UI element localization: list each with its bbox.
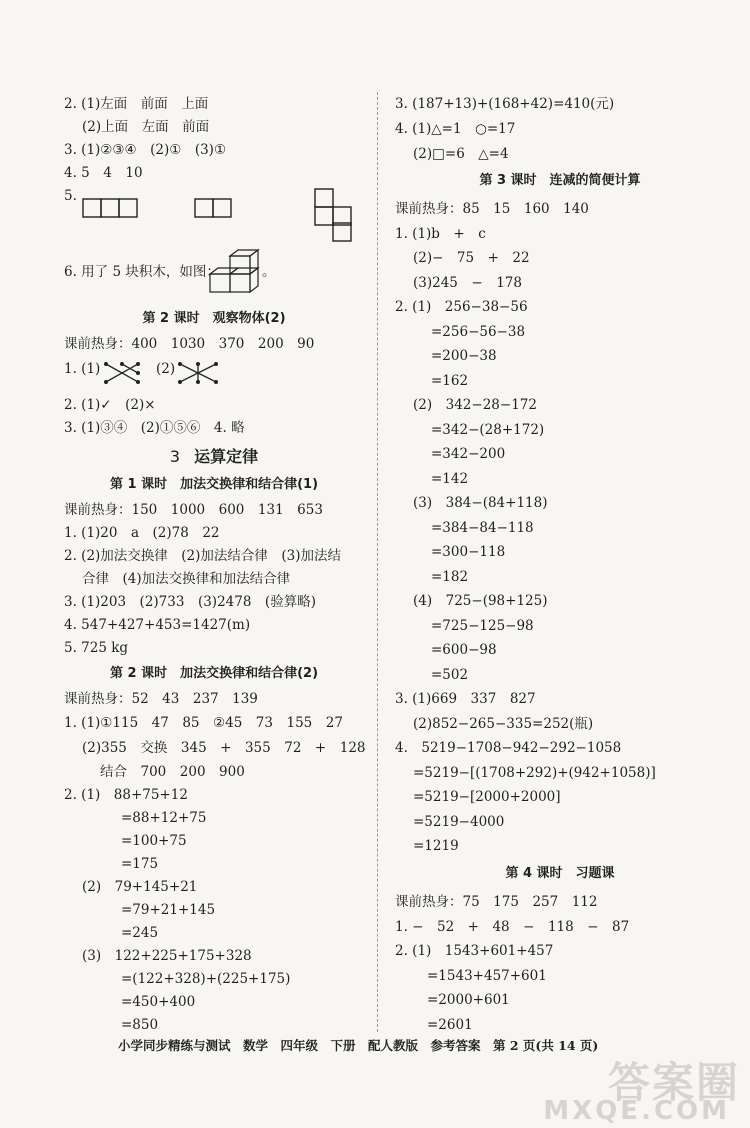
text-line: 2. (1) 88+75+12 <box>64 787 188 803</box>
text-line: =200−38 <box>431 348 497 364</box>
text-line: 1. − 52 + 48 − 118 − 87 <box>395 919 630 935</box>
text-line: 3. (1)203 (2)733 (3)2478 (验算略) <box>64 594 316 610</box>
text-line: =256−56−38 <box>431 324 526 340</box>
watermark-logo: 答案圈 <box>607 1058 740 1107</box>
text-line: =342−200 <box>431 446 506 462</box>
text-line: 4. 547+427+453=1427(m) <box>64 617 251 633</box>
section-heading: 第 4 课时 习题课 <box>505 866 615 881</box>
text-line: 3. (1)669 337 827 <box>395 691 536 707</box>
watermark-url: MXQE.COM <box>543 1096 730 1126</box>
text-line: 4. 5 4 10 <box>64 165 143 181</box>
text-line: (2)上面 左面 前面 <box>82 119 210 135</box>
cube-blocks-figure <box>208 244 264 296</box>
text-line: =142 <box>431 471 469 487</box>
text-line: 合律 (4)加法交换律和加法结合律 <box>82 571 291 587</box>
text-line: =88+12+75 <box>121 810 207 826</box>
text-line: 1. (1)①115 47 85 ②45 73 155 27 <box>64 715 343 731</box>
text-line: (2) 79+145+21 <box>82 879 198 895</box>
cross-lines-figure-2 <box>176 360 220 386</box>
text-line: 6. 用了 5 块积木，如图： <box>64 264 220 280</box>
section-heading: 第 2 课时 加法交换律和结合律(2) <box>109 666 319 681</box>
text-line: =5219−[2000+2000] <box>413 789 561 805</box>
section-heading: 第 3 课时 连减的简便计算 <box>479 173 641 188</box>
chapter-number: 3 <box>169 447 181 466</box>
text-line: (2)355 交换 345 + 355 72 + 128 <box>82 740 366 756</box>
text-line: (2)852−265−335=252(瓶) <box>413 716 594 732</box>
chapter-name: 运算定律 <box>194 447 259 466</box>
text-line: =175 <box>121 856 159 872</box>
text-line: 课前热身：85 15 160 140 <box>395 201 589 217</box>
text-line: (3) 384−(84+118) <box>413 495 548 511</box>
text-line: =162 <box>431 373 469 389</box>
text-line: =1543+457+601 <box>427 968 547 984</box>
text-line: (2) 342−28−172 <box>413 397 537 413</box>
text-line: 5. 725 kg <box>64 640 129 656</box>
text-line: =5219−4000 <box>413 814 505 830</box>
text-line: 课前热身：75 175 257 112 <box>395 894 598 910</box>
text-line: =342−(28+172) <box>431 422 545 438</box>
text-line: 结合 700 200 900 <box>100 764 245 780</box>
text-line: (3) 122+225+175+328 <box>82 948 252 964</box>
text-line: 课前热身：400 1030 370 200 90 <box>64 336 315 352</box>
text-line: =182 <box>431 569 469 585</box>
text-line: 4. 5219−1708−942−292−1058 <box>395 740 622 756</box>
text-line: (2)− 75 + 22 <box>413 250 530 266</box>
text-line: =502 <box>431 667 469 683</box>
text-line: 4. (1)△=1 ○=17 <box>395 121 516 137</box>
text-line: 1. (1) <box>64 361 101 377</box>
text-line: =2601 <box>427 1017 473 1033</box>
text-line: 5. <box>64 188 77 204</box>
text-line: =(122+328)+(225+175) <box>121 971 291 987</box>
text-line: =1219 <box>413 838 459 854</box>
three-squares-figure <box>82 198 138 218</box>
text-line: 3. (1)②③④ (2)① (3)① <box>64 142 227 158</box>
text-line: (2)□=6 △=4 <box>413 146 509 162</box>
text-line: =245 <box>121 925 159 941</box>
page-footer: 小学同步精练与测试 数学 四年级 下册 配人教版 参考答案 第 2 页(共 14 页) <box>118 1038 599 1053</box>
text-line: 2. (2)加法交换律 (2)加法结合律 (3)加法结 <box>64 548 342 564</box>
text-line: =300−118 <box>431 544 506 560</box>
text-line: =850 <box>121 1017 159 1033</box>
cross-lines-figure-1 <box>102 360 142 386</box>
text-line: =100+75 <box>121 833 187 849</box>
text-line: 2. (1)左面 前面 上面 <box>64 96 209 112</box>
text-line: =725−125−98 <box>431 618 534 634</box>
text-line: =450+400 <box>121 994 196 1010</box>
stair-squares-figure <box>314 188 354 242</box>
text-line: 2. (1) 1543+601+457 <box>395 943 554 959</box>
text-line: 3. (1)③④ (2)①⑤⑥ 4. 略 <box>64 420 245 436</box>
text-line: =79+21+145 <box>121 902 216 918</box>
text-line: (3)245 − 178 <box>413 275 522 291</box>
text-line: 2. (1) 256−38−56 <box>395 299 528 315</box>
section-heading: 第 2 课时 观察物体(2) <box>142 311 286 326</box>
text-line: =384−84−118 <box>431 520 534 536</box>
text-line: 课前热身：150 1000 600 131 653 <box>64 502 323 518</box>
text-line: (4) 725−(98+125) <box>413 593 548 609</box>
text-line: =2000+601 <box>427 992 510 1008</box>
text-line: 1. (1)20 a (2)78 22 <box>64 525 220 541</box>
text-line: (2) <box>156 361 176 377</box>
text-line: =600−98 <box>431 642 497 658</box>
chapter-title <box>64 444 364 467</box>
text-line: =5219−[(1708+292)+(942+1058)] <box>413 765 656 781</box>
text-line: 1. (1)b + c <box>395 226 486 242</box>
text-line: 课前热身：52 43 237 139 <box>64 691 258 707</box>
section-heading: 第 1 课时 加法交换律和结合律(1) <box>109 477 319 492</box>
column-divider <box>377 92 378 1032</box>
text-line: 。 <box>262 264 276 280</box>
two-squares-figure <box>194 198 232 218</box>
text-line: 3. (187+13)+(168+42)=410(元) <box>395 96 615 112</box>
text-line: 2. (1)✓ (2)× <box>64 397 156 413</box>
